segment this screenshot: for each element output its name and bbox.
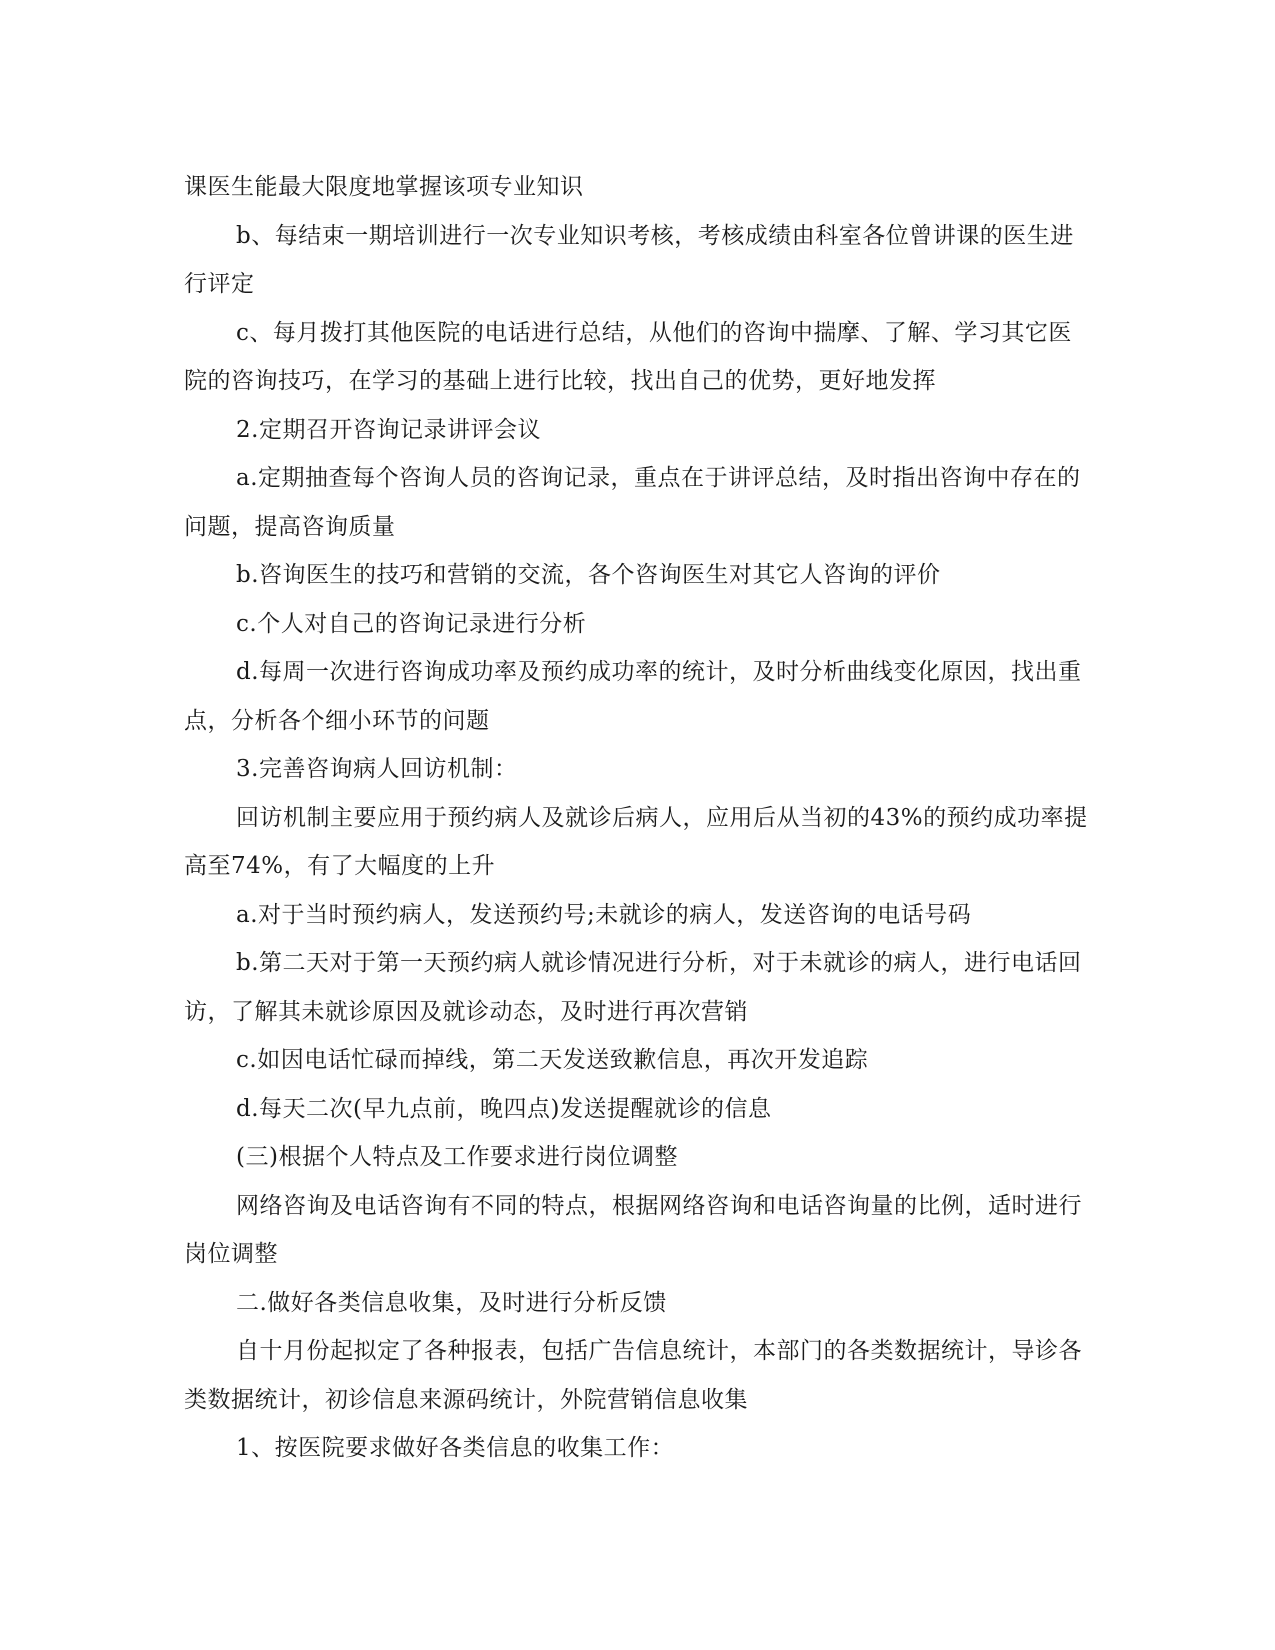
- paragraph: 网络咨询及电话咨询有不同的特点，根据网络咨询和电话咨询量的比例，适时进行岗位调整: [184, 1192, 1082, 1267]
- paragraph: b.第二天对于第一天预约病人就诊情况进行分析，对于未就诊的病人，进行电话回访，了解其未就诊原因及就诊动态，及时进行再次营销: [184, 950, 1082, 1025]
- paragraph: 回访机制主要应用于预约病人及就诊后病人，应用后从当初的43%的预约成功率提高至74%，有了大幅度的上升: [184, 804, 1088, 879]
- paragraph: 课医生能最大限度地掌握该项专业知识: [184, 174, 584, 200]
- section-heading: 3.完善咨询病人回访机制：: [236, 756, 518, 782]
- paragraph: c.如因电话忙碌而掉线，第二天发送致歉信息，再次开发追踪: [236, 1047, 869, 1073]
- document-body: [184, 163, 1092, 1473]
- section-heading: 1、按医院要求做好各类信息的收集工作：: [236, 1435, 675, 1461]
- paragraph: b、每结束一期培训进行一次专业知识考核，考核成绩由科室各位曾讲课的医生进行评定: [184, 222, 1074, 297]
- paragraph: 自十月份起拟定了各种报表，包括广告信息统计，本部门的各类数据统计，导诊各类数据统计，初诊信息来源码统计，外院营销信息收集: [184, 1338, 1082, 1413]
- section-heading: (三)根据个人特点及工作要求进行岗位调整: [236, 1144, 678, 1170]
- paragraph: c、每月拨打其他医院的电话进行总结，从他们的咨询中揣摩、了解、学习其它医院的咨询技巧，在学习的基础上进行比较，找出自己的优势，更好地发挥: [184, 319, 1072, 394]
- paragraph: a.对于当时预约病人，发送预约号;未就诊的病人，发送咨询的电话号码: [236, 901, 972, 928]
- section-heading: 2.定期召开咨询记录讲评会议: [236, 416, 541, 443]
- paragraph: a.定期抽查每个咨询人员的咨询记录，重点在于讲评总结，及时指出咨询中存在的问题，提高咨询质量: [184, 465, 1081, 540]
- paragraph: b.咨询医生的技巧和营销的交流，各个咨询医生对其它人咨询的评价: [236, 562, 941, 588]
- paragraph: c.个人对自己的咨询记录进行分析: [236, 610, 587, 637]
- paragraph: d.每天二次(早九点前，晚四点)发送提醒就诊的信息: [236, 1095, 772, 1122]
- paragraph: d.每周一次进行咨询成功率及预约成功率的统计，及时分析曲线变化原因，找出重点，分析各个细小环节的问题: [184, 659, 1082, 734]
- section-heading: 二.做好各类信息收集，及时进行分析反馈: [236, 1289, 667, 1316]
